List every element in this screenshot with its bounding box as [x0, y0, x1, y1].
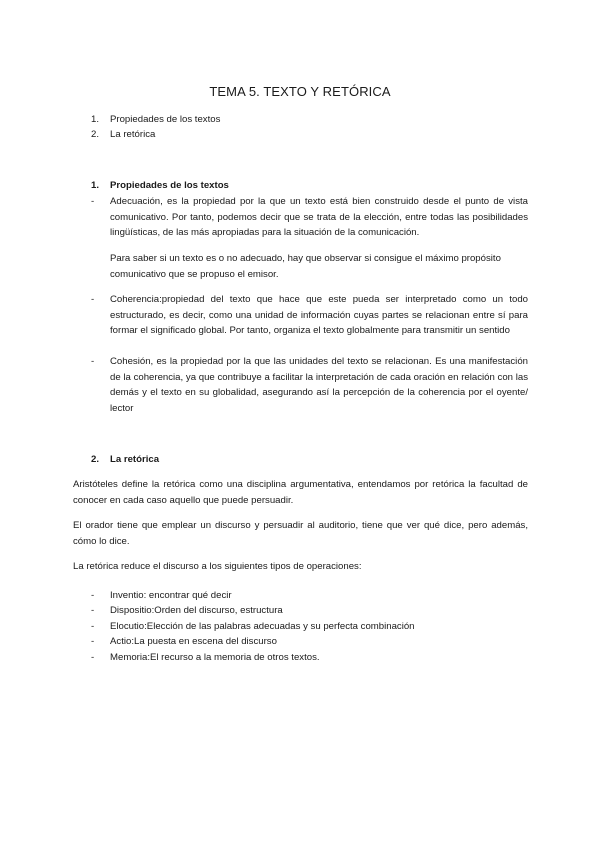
toc-item: [91, 127, 220, 142]
toc-item-label: La retórica: [110, 129, 156, 140]
bullet-dash: -: [91, 620, 95, 632]
section-title: Propiedades de los textos: [110, 180, 229, 191]
toc-item-number: 2.: [91, 129, 100, 140]
document-title: TEMA 5. TEXTO Y RETÓRICA: [209, 84, 391, 99]
section-1-heading: [91, 180, 229, 191]
toc-item-label: Propiedades de los textos: [110, 114, 221, 125]
table-of-contents: [91, 112, 220, 142]
bullet-text: Adecuación, es la propiedad por la que un texto está bien construido desde el punto de vista comunicativo. Por tanto, podemos decir que se trata de la elección, entre todas las posibilidades lingüísticas, de las más apropiadas para la situación de la comunicación.: [110, 196, 528, 238]
list-item: [91, 650, 415, 665]
adecuacion-note: Para saber si un texto es o no adecuado, hay que observar si consigue el máximo propósito comunicativo que se propuso el emisor.: [110, 253, 501, 280]
bullet-dash: -: [91, 636, 95, 648]
bullet-dash: -: [91, 651, 95, 663]
bullet-dash: -: [91, 605, 95, 617]
section-title: La retórica: [110, 454, 160, 465]
paragraph-aristoteles: Aristóteles define la retórica como una disciplina argumentativa, entendamos por retórica la facultad de conocer en cada caso aquello que puede persuadir.: [73, 479, 528, 506]
toc-item-number: 1.: [91, 114, 100, 125]
list-item: [91, 634, 415, 649]
bullet-coherencia: [91, 292, 528, 339]
bullet-dash: -: [91, 196, 95, 207]
list-item: [91, 603, 415, 618]
bullet-dash: -: [91, 294, 95, 305]
operations-list: [91, 588, 415, 665]
bullet-dash: -: [91, 590, 95, 601]
bullet-text: Coherencia:propiedad del texto que hace que este pueda ser interpretado como un todo estructurado, es decir, como una unidad de información cuyas partes se relacionan entre sí para formar el significado global. Por tanto, organiza el texto globalmente para transmitir un sentido: [110, 294, 528, 336]
list-item-text: Inventio: encontrar qué decir: [110, 590, 232, 601]
list-item: [91, 588, 415, 603]
bullet-cohesion: [91, 354, 528, 416]
list-item: [91, 619, 415, 634]
list-item-text: Dispositio:Orden del discurso, estructura: [110, 605, 283, 617]
section-number: 2.: [91, 454, 100, 465]
bullet-text: Cohesión, es la propiedad por la que las unidades del texto se relacionan. Es una manifestación de la coherencia, ya que contribuye a facilitar la interpretación de cada oración en relación con las demás y el texto en su globalidad, asegurando así la percepción de la coherencia por el oyente/ lector: [110, 356, 528, 414]
section-number: 1.: [91, 180, 100, 191]
list-item-text: Memoria:El recurso a la memoria de otros textos.: [110, 651, 320, 663]
toc-item: [91, 112, 220, 127]
bullet-adecuacion: [91, 194, 528, 241]
paragraph-orador: El orador tiene que emplear un discurso y persuadir al auditorio, tiene que ver qué dice, pero además, cómo lo dice.: [73, 520, 528, 547]
list-item-text: Actio:La puesta en escena del discurso: [110, 636, 277, 648]
bullet-dash: -: [91, 356, 95, 367]
list-item-text: Elocutio:Elección de las palabras adecuadas y su perfecta combinación: [110, 620, 415, 632]
paragraph-operaciones-intro: La retórica reduce el discurso a los siguientes tipos de operaciones:: [73, 561, 362, 572]
section-2-heading: [91, 454, 159, 465]
